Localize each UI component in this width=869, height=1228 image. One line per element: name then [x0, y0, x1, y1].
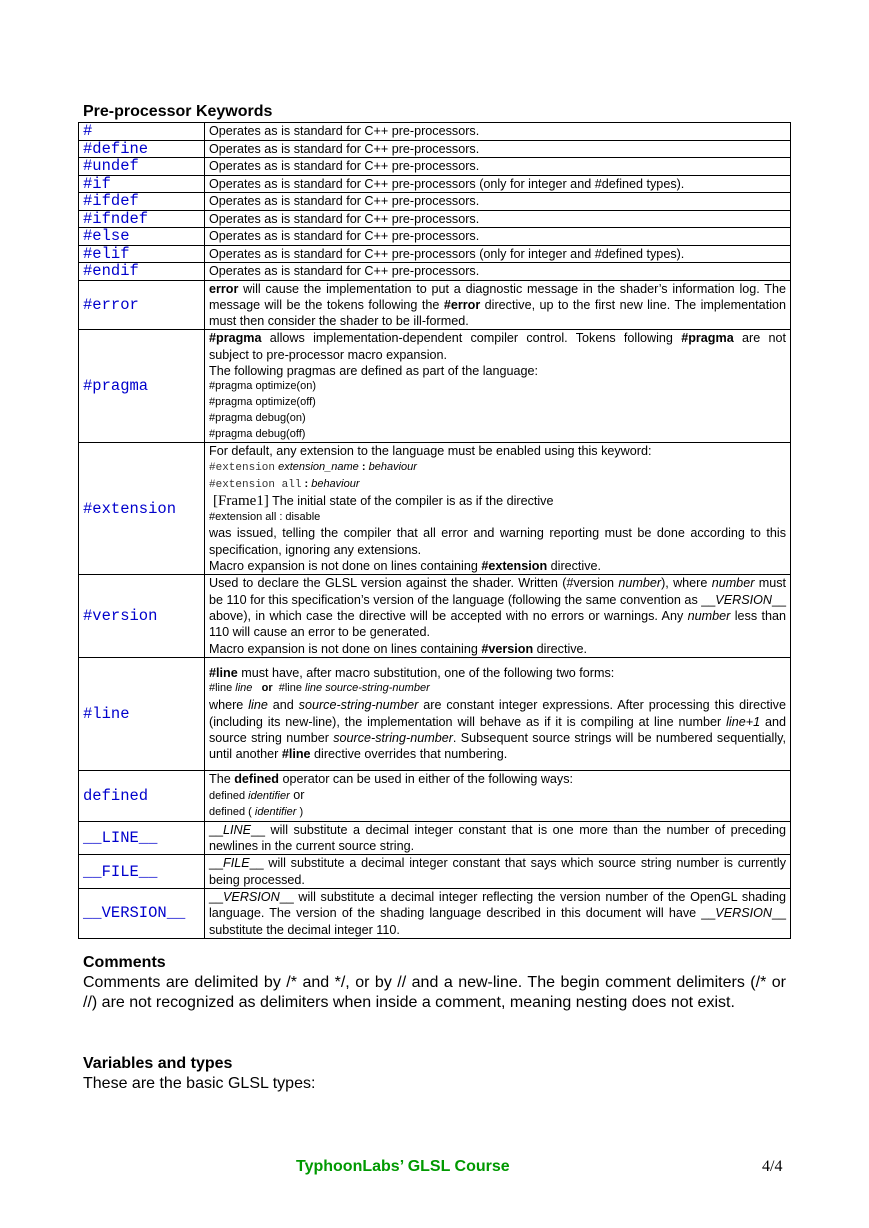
- text-run: operator can be used in either of the following ways:: [278, 771, 574, 786]
- description-cell: [205, 657, 791, 770]
- table-row: [79, 228, 791, 246]
- bold-term: #line: [209, 666, 238, 681]
- italic-term: LINE: [223, 822, 252, 837]
- footer-course-title: TyphoonLabs’ GLSL Course: [296, 1158, 510, 1175]
- text-run: For default, any extension to the language must be enabled using this keyword:: [209, 444, 652, 459]
- description-cell: Operates as is standard for C++ pre-processors.: [205, 123, 791, 141]
- keyword-cell: #endif: [79, 263, 205, 281]
- table-row: [79, 888, 791, 938]
- text-run: Used to declare the GLSL version against the shader. Written (#version: [209, 576, 619, 591]
- variables-section: [83, 1054, 786, 1094]
- comments-paragraph: Comments are delimited by /* and */, or by // and a new-line. The begin comment delimiters (/* or //) are not recognized as delimiters when inside a comment, meaning nesting does not exist.: [83, 974, 786, 1011]
- bold-term: :: [358, 460, 369, 473]
- keyword-cell: #pragma: [79, 330, 205, 443]
- line-forms: [209, 681, 786, 697]
- table-row: [79, 245, 791, 263]
- table-row: [79, 657, 791, 770]
- frame-line: [209, 493, 786, 509]
- description-cell: [205, 330, 791, 443]
- table-row: [79, 193, 791, 211]
- italic-term: line+1: [726, 714, 761, 729]
- keyword-cell: #line: [79, 657, 205, 770]
- text-run: __ substitute the decimal integer 110.: [209, 906, 786, 937]
- bold-term: defined: [234, 771, 279, 786]
- bold-term: #version: [481, 641, 534, 656]
- table-row: [79, 263, 791, 281]
- keyword-cell: #undef: [79, 158, 205, 176]
- bold-term: #error: [443, 297, 481, 312]
- description-cell: [205, 575, 791, 657]
- text-run: and: [267, 698, 299, 713]
- text-run: Macro expansion is not done on lines containing: [209, 559, 482, 574]
- table-row: [79, 210, 791, 228]
- description-cell: Operates as is standard for C++ pre-processors.: [205, 140, 791, 158]
- extension-syntax: [209, 477, 786, 494]
- italic-term: source-string-number: [333, 730, 453, 745]
- bold-term: #pragma: [681, 331, 734, 346]
- code-text: #extension: [209, 461, 276, 474]
- keyword-cell: #: [79, 123, 205, 141]
- italic-term: number: [711, 576, 755, 591]
- italic-term: line: [248, 698, 268, 713]
- text-run: . Subsequent source strings will be numbered sequentially, until another: [209, 730, 786, 762]
- text-run: ): [296, 805, 304, 818]
- keyword-cell: #else: [79, 228, 205, 246]
- bold-term: error: [209, 281, 239, 296]
- table-row: [79, 330, 791, 443]
- keyword-cell: #extension: [79, 443, 205, 575]
- table-row: [79, 158, 791, 176]
- keyword-cell: #version: [79, 575, 205, 657]
- table-row: [79, 280, 791, 330]
- table-row: [79, 575, 791, 657]
- table-row: [79, 123, 791, 141]
- description-cell: Operates as is standard for C++ pre-processors.: [205, 210, 791, 228]
- italic-term: behaviour: [311, 477, 360, 490]
- table-row: [79, 443, 791, 575]
- text-run: Macro expansion is not done on lines containing: [209, 641, 482, 656]
- text-run: defined (: [209, 805, 255, 818]
- text-run: was issued, telling the compiler that all error and warning reporting must be done according to this specification, ignoring any extensions.: [209, 526, 786, 557]
- text-run: __: [209, 889, 224, 904]
- italic-term: identifier: [254, 805, 297, 818]
- italic-term: line: [235, 682, 253, 695]
- text-run: or: [289, 788, 305, 803]
- text-run: and source string number: [209, 714, 786, 745]
- description-cell: [205, 443, 791, 575]
- section-heading-variables: Variables and types: [83, 1055, 233, 1072]
- text-run: must be 110 for this specification’s version of the language (following the same convention as __: [209, 576, 786, 607]
- bold-term: or: [261, 682, 273, 695]
- description-cell: [205, 821, 791, 855]
- keyword-cell: #elif: [79, 245, 205, 263]
- keyword-cell: #error: [79, 280, 205, 330]
- text-run: directive overrides that numbering.: [310, 747, 508, 762]
- italic-term: VERSION: [715, 592, 772, 607]
- description-cell: Operates as is standard for C++ pre-processors.: [205, 193, 791, 211]
- bold-term: #extension: [481, 559, 548, 574]
- footer-page-number: 4/4: [762, 1158, 783, 1175]
- description-cell: Operates as is standard for C++ pre-processors.: [205, 263, 791, 281]
- text-run: #line: [209, 682, 236, 695]
- keyword-cell: __VERSION__: [79, 888, 205, 938]
- bold-term: #line: [281, 747, 311, 762]
- table-row: [79, 821, 791, 855]
- text-run: __ will substitute a decimal integer constant that is one more than the number of preceding newlines in the current source string.: [209, 822, 786, 854]
- comments-section: [83, 953, 786, 1013]
- code-text: #extension all: [209, 478, 302, 491]
- text-run: less than 110 will cause an error to be generated.: [209, 608, 787, 640]
- text-run: __: [209, 822, 224, 837]
- keyword-cell: #ifndef: [79, 210, 205, 228]
- section-title-preprocessor: Pre-processor Keywords: [83, 103, 273, 120]
- pragma-example: #pragma optimize(off): [209, 396, 316, 409]
- italic-term: number: [618, 576, 662, 591]
- text-run: where: [209, 698, 249, 713]
- bold-term: #pragma: [209, 331, 262, 346]
- description-cell: Operates as is standard for C++ pre-processors (only for integer and #defined types).: [205, 175, 791, 193]
- italic-term: VERSION: [223, 889, 280, 904]
- pragma-example: #pragma debug(on): [209, 411, 306, 424]
- text-run: will cause the implementation to put a diagnostic message in the shader’s information log. The message will be the tokens following the: [209, 281, 786, 312]
- italic-term: line source-string-number: [305, 682, 430, 695]
- frame-placeholder: [Frame1]: [213, 493, 269, 510]
- text-run: are constant integer expressions. After processing this directive (including its new-line), the implementation will behave as if it is compiling at line number: [209, 698, 786, 729]
- text-run: defined: [209, 790, 249, 803]
- keyword-cell: #define: [79, 140, 205, 158]
- bold-term: :: [301, 477, 312, 490]
- text-run: directive.: [533, 641, 588, 656]
- defined-form: [209, 805, 786, 821]
- text-run: The initial state of the compiler is as if the directive: [268, 494, 554, 509]
- text-run: allows implementation-dependent compiler control. Tokens following: [261, 331, 682, 346]
- italic-term: source-string-number: [298, 698, 419, 713]
- keyword-cell: #if: [79, 175, 205, 193]
- description-cell: [205, 888, 791, 938]
- pragma-example: #pragma optimize(on): [209, 380, 316, 393]
- italic-term: behaviour: [368, 460, 417, 473]
- extension-syntax: [209, 460, 786, 477]
- text-run: The: [209, 771, 235, 786]
- text-run: must have, after macro substitution, one of the following two forms:: [237, 666, 615, 681]
- description-cell: Operates as is standard for C++ pre-processors.: [205, 228, 791, 246]
- italic-term: VERSION: [715, 906, 772, 921]
- variables-paragraph: These are the basic GLSL types:: [83, 1075, 316, 1092]
- description-cell: Operates as is standard for C++ pre-processors.: [205, 158, 791, 176]
- description-cell: [205, 280, 791, 330]
- text-run: ), where: [661, 576, 712, 591]
- section-heading-comments: Comments: [83, 954, 166, 971]
- text-run: __ will substitute a decimal integer reflecting the version number of the OpenGL shading language. The version of the shading language described in this document will have __: [209, 889, 786, 921]
- keyword-cell: defined: [79, 770, 205, 821]
- keyword-cell: #ifdef: [79, 193, 205, 211]
- keyword-cell: __FILE__: [79, 855, 205, 889]
- text-run: are not subject to pre-processor macro expansion.: [209, 331, 786, 362]
- italic-term: FILE: [223, 856, 250, 871]
- preprocessor-keywords-table: [78, 122, 791, 939]
- italic-term: number: [687, 608, 731, 623]
- defined-form: [209, 787, 786, 805]
- text-run: __: [209, 856, 224, 871]
- text-run: directive, up to the first new line. The implementation must then consider the shader to be ill-formed.: [209, 297, 786, 329]
- italic-term: extension_name: [278, 460, 359, 473]
- pragma-example: #pragma debug(off): [209, 427, 306, 440]
- description-cell: Operates as is standard for C++ pre-processors (only for integer and #defined types).: [205, 245, 791, 263]
- italic-term: identifier: [248, 790, 290, 803]
- keyword-cell: __LINE__: [79, 821, 205, 855]
- description-cell: [205, 855, 791, 889]
- table-row: [79, 770, 791, 821]
- text-run: __ will substitute a decimal integer constant that says which source string number is currently being processed.: [209, 856, 786, 887]
- table-row: [79, 855, 791, 889]
- extension-example: #extension all : disable: [209, 510, 321, 523]
- text-run: #line: [278, 682, 306, 695]
- text-run: directive.: [547, 559, 602, 574]
- description-cell: [205, 770, 791, 821]
- text-run: __ above), in which case the directive will be accepted with no errors or warnings. Any: [209, 592, 786, 623]
- table-row: [79, 140, 791, 158]
- text-run: The following pragmas are defined as part of the language:: [209, 363, 539, 378]
- table-row: [79, 175, 791, 193]
